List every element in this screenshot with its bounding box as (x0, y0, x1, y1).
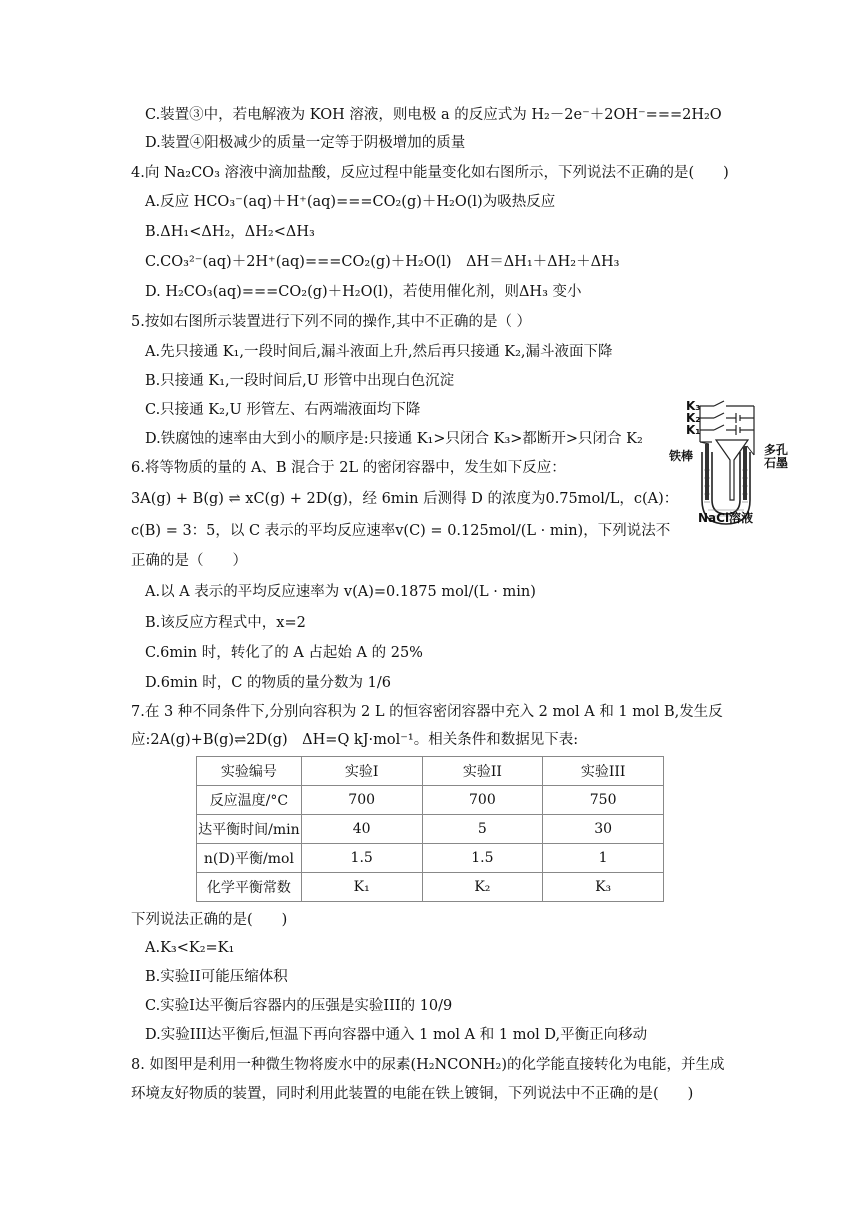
table-row (197, 873, 664, 902)
table-cell: 化学平衡常数 (197, 873, 302, 902)
q5-option-b: B.只接通 K₁,一段时间后,U 形管中出现白色沉淀 (145, 373, 455, 389)
table-header-cell: 实验I (301, 757, 422, 786)
switch-k1-label: K₁ (686, 423, 701, 437)
q4-option-d: D. H₂CO₃(aq)===CO₂(g)＋H₂O(l)，若使用催化剂，则ΔH₃ 变小 (145, 284, 582, 300)
table-header-cell: 实验III (543, 757, 664, 786)
table-header-row (197, 757, 664, 786)
q6-option-d: D.6min 时，C 的物质的量分数为 1/6 (145, 675, 391, 691)
switch-k3-label: K₃ (686, 399, 701, 413)
switch-k2-label: K₂ (686, 411, 701, 425)
q7-equation: 应:2A(g)+B(g)⇌2D(g) ΔH=Q kJ·mol⁻¹。相关条件和数据见下表: (131, 732, 579, 748)
q8-stem: 8. 如图甲是利用一种微生物将废水中的尿素(H₂NCONH₂)的化学能直接转化为电能，并生成 (131, 1057, 725, 1073)
table-cell: 40 (301, 815, 422, 844)
q6-equation-cont: c(B) = 3：5，以 C 表示的平均反应速率v(C) = 0.125mol/(L · min)，下列说法不 (131, 523, 671, 539)
q7-option-d: D.实验III达平衡后,恒温下再向容器中通入 1 mol A 和 1 mol D,平衡正向移动 (145, 1027, 648, 1043)
q6-option-a: A.以 A 表示的平均反应速率为 v(A)=0.1875 mol/(L · min) (145, 584, 536, 600)
q4-option-a: A.反应 HCO₃⁻(aq)＋H⁺(aq)===CO₂(g)＋H₂O(l)为吸热反应 (145, 194, 556, 210)
table-cell: 1.5 (301, 844, 422, 873)
table-row (197, 815, 664, 844)
q7-option-a: A.K₃<K₂=K₁ (145, 940, 235, 956)
table-cell: n(D)平衡/mol (197, 844, 302, 873)
q5-stem: 5.按如右图所示装置进行下列不同的操作,其中不正确的是（ ） (131, 314, 532, 330)
q4-option-b: B.ΔH₁<ΔH₂，ΔH₂<ΔH₃ (145, 224, 315, 240)
table-cell: 1.5 (422, 844, 543, 873)
table-header-cell: 实验II (422, 757, 543, 786)
iron-rod-label: 铁棒 (669, 449, 694, 463)
q5-option-d: D.铁腐蚀的速率由大到小的顺序是:只接通 K₁>只闭合 K₃>都断开>只闭合 K₂ (145, 431, 643, 447)
table-cell: K₁ (301, 873, 422, 902)
q6-stem-end: 正确的是（ ） (131, 553, 247, 569)
table-cell: 700 (301, 786, 422, 815)
graphite-label-2: 石墨 (764, 456, 789, 470)
q7-option-c: C.实验I达平衡后容器内的压强是实验III的 10/9 (145, 998, 453, 1014)
q6-option-b: B.该反应方程式中，x=2 (145, 615, 306, 631)
table-cell: 1 (543, 844, 664, 873)
table-cell: 反应温度/°C (197, 786, 302, 815)
table-row (197, 786, 664, 815)
q7-option-b: B.实验II可能压缩体积 (145, 969, 288, 985)
table-row (197, 844, 664, 873)
q4-option-c: C.CO₃²⁻(aq)＋2H⁺(aq)===CO₂(g)＋H₂O(l) ΔH＝ΔH₁＋ΔH₂＋ΔH₃ (145, 254, 620, 270)
q3-option-c: C.装置③中，若电解液为 KOH 溶液，则电极 a 的反应式为 H₂－2e⁻＋2OH⁻===2H₂O (145, 107, 722, 123)
q4-stem: 4.向 Na₂CO₃ 溶液中滴加盐酸，反应过程中能量变化如右图所示，下列说法不正确的是( ) (131, 165, 729, 181)
table-cell: K₃ (543, 873, 664, 902)
q7-after-table: 下列说法正确的是( ) (131, 912, 288, 928)
q5-option-c: C.只接通 K₂,U 形管左、右两端液面均下降 (145, 402, 421, 418)
experiment-table (196, 756, 664, 902)
table-cell: 5 (422, 815, 543, 844)
graphite-label-1: 多孔 (764, 443, 789, 457)
q3-option-d: D.装置④阳极减少的质量一定等于阴极增加的质量 (145, 135, 466, 151)
table-header-cell: 实验编号 (197, 757, 302, 786)
electrolysis-apparatus-figure (668, 400, 800, 540)
q6-stem: 6.将等物质的量的 A、B 混合于 2L 的密闭容器中，发生如下反应： (131, 460, 566, 476)
q7-stem: 7.在 3 种不同条件下,分别向容积为 2 L 的恒容密闭容器中充入 2 mol A 和 1 mol B,发生反 (131, 704, 723, 720)
nacl-solution-label: NaCl溶液 (698, 511, 754, 525)
table-cell: 达平衡时间/min (197, 815, 302, 844)
table-cell: 700 (422, 786, 543, 815)
q6-option-c: C.6min 时，转化了的 A 占起始 A 的 25% (145, 645, 423, 661)
q6-equation: 3A(g) + B(g) ⇌ xC(g) + 2D(g)，经 6min 后测得 D 的浓度为0.75mol/L，c(A)： (131, 491, 679, 507)
table-cell: 750 (543, 786, 664, 815)
q8-stem-cont: 环境友好物质的装置，同时利用此装置的电能在铁上镀铜，下列说法中不正确的是( ) (131, 1086, 694, 1102)
q5-option-a: A.先只接通 K₁,一段时间后,漏斗液面上升,然后再只接通 K₂,漏斗液面下降 (145, 344, 613, 360)
table-cell: 30 (543, 815, 664, 844)
table-cell: K₂ (422, 873, 543, 902)
